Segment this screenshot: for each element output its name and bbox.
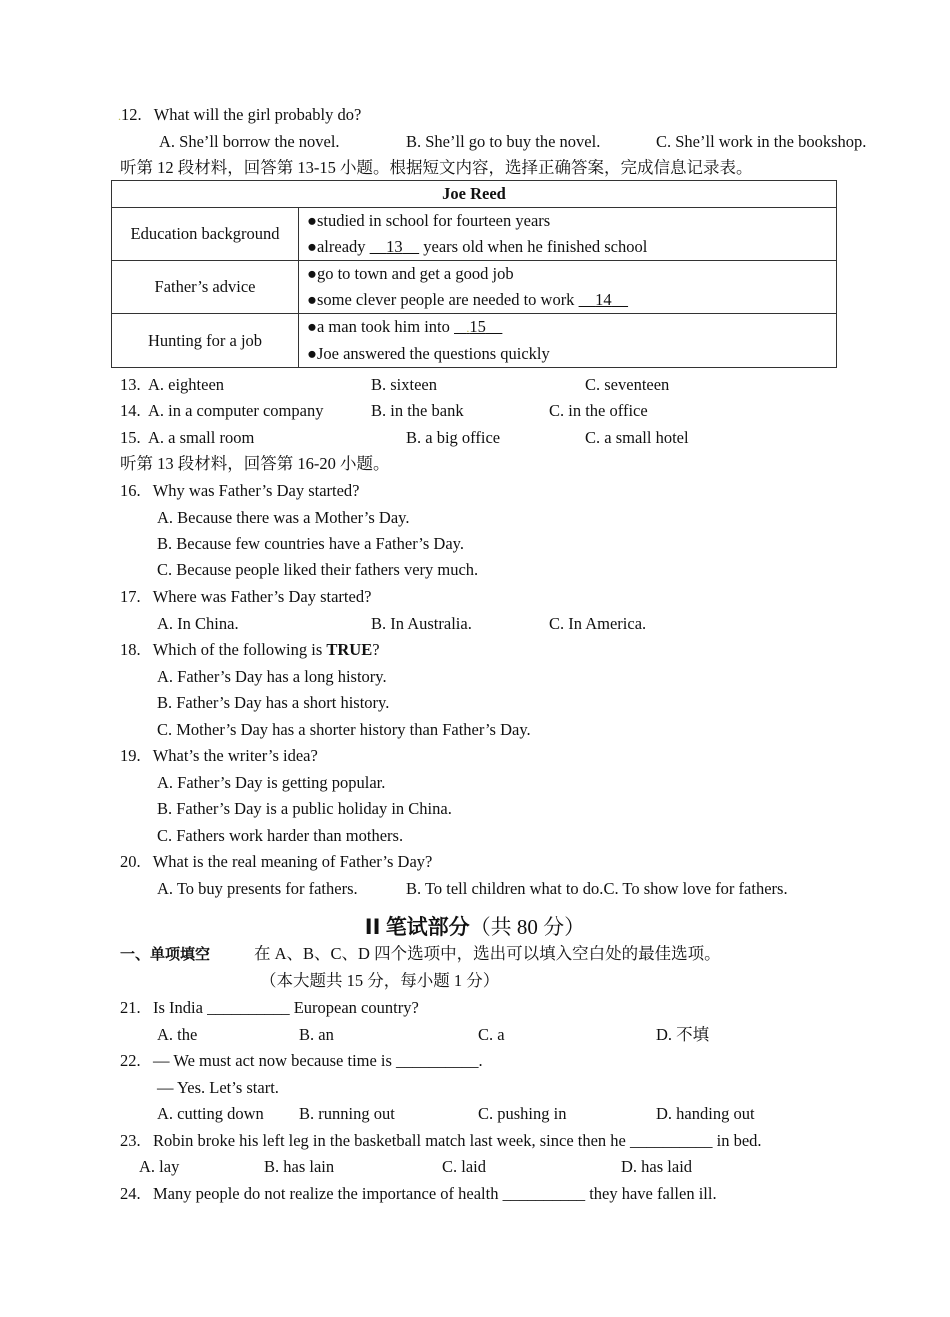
option-c: C. a small hotel — [585, 428, 689, 447]
table-row — [112, 314, 837, 368]
question-15: 15. A. a small room — [120, 428, 255, 447]
option-a: A. She’ll borrow the novel. — [159, 132, 340, 151]
option-b: B. Father’s Day has a short history. — [157, 693, 390, 712]
option-b: B. a big office — [406, 428, 501, 447]
dialog-line: — Yes. Let’s start. — [157, 1078, 279, 1097]
question-19: 19. What’s the writer’s idea? — [120, 746, 318, 765]
option-b: B. has lain — [264, 1157, 335, 1176]
option-c: C. Fathers work harder than mothers. — [157, 826, 404, 845]
question-20: 20. What is the real meaning of Father’s Day? — [120, 852, 433, 871]
option-c: C. In America. — [549, 614, 647, 633]
question-number: 12. — [121, 105, 142, 124]
question-16: 16. Why was Father’s Day started? — [120, 481, 360, 500]
option-b: B. in the bank — [371, 401, 464, 420]
section-instruction: 听第 12 段材料，回答第 13-15 小题。根据短文内容，选择正确答案，完成信息记录表。 — [120, 158, 753, 177]
option-b: B. sixteen — [371, 375, 437, 394]
option-a: A. cutting down — [157, 1104, 264, 1123]
row-label: Education background — [112, 208, 299, 261]
option-b: B. She’ll go to buy the novel. — [406, 132, 601, 151]
option-b: B. To tell children what to do.C. To show love for fathers. — [406, 879, 788, 898]
question-18: 18. Which of the following is TRUE? — [120, 640, 380, 659]
option-c: C. a — [478, 1025, 505, 1044]
option-d: D. handing out — [656, 1104, 755, 1123]
blank-14: 14 — [595, 290, 612, 309]
option-c: C. She’ll work in the bookshop. — [656, 132, 867, 151]
section-instruction: 听第 13 段材料，回答第 16-20 小题。 — [120, 454, 390, 473]
question-stem: What will the girl probably do? — [153, 105, 362, 124]
part-heading: II 笔试部分（共 80 分） — [364, 915, 586, 939]
option-c: C. Mother’s Day has a shorter history than Father’s Day. — [157, 720, 531, 739]
option-a: A. Father’s Day has a long history. — [157, 667, 387, 686]
row-label: Hunting for a job — [112, 314, 299, 368]
option-b: B. Because few countries have a Father’s Day. — [157, 534, 464, 553]
marker-dot: . — [118, 109, 121, 123]
option-b: B. Father’s Day is a public holiday in China. — [157, 799, 452, 818]
option-a: A. Father’s Day is getting popular. — [157, 773, 386, 792]
table-row — [112, 261, 837, 314]
option-a: A. lay — [139, 1157, 180, 1176]
table-row — [112, 208, 837, 261]
question-17: 17. Where was Father’s Day started? — [120, 587, 372, 606]
question-12 — [118, 105, 361, 126]
option-a: A. the — [157, 1025, 198, 1044]
option-b: B. In Australia. — [371, 614, 472, 633]
option-a: A. In China. — [157, 614, 239, 633]
row-content: ●a man took him into .15 ●Joe answered the questions quickly — [299, 314, 837, 368]
option-a: A. To buy presents for fathers. — [157, 879, 358, 898]
question-14: 14. A. in a computer company — [120, 401, 324, 420]
section-instruction: 在 A、B、C、D 四个选项中，选出可以填入空白处的最佳选项。 — [254, 944, 721, 963]
option-c: C. pushing in — [478, 1104, 567, 1123]
row-label: Father’s advice — [112, 261, 299, 314]
blank-15: .15 — [466, 317, 486, 336]
option-c: C. seventeen — [585, 375, 670, 394]
question-23: 23. Robin broke his left leg in the basketball match last week, since then he __________ in bed. — [120, 1131, 762, 1150]
option-c: C. Because people liked their fathers very much. — [157, 560, 479, 579]
section-title: 一、单项填空 — [120, 945, 211, 963]
row-content: ●studied in school for fourteen years ●already 13 years old when he finished school — [299, 208, 837, 261]
table-title: Joe Reed — [112, 181, 837, 208]
option-a: A. Because there was a Mother’s Day. — [157, 508, 410, 527]
info-record-table — [111, 180, 837, 368]
option-c: C. in the office — [549, 401, 648, 420]
option-d: D. 不填 — [656, 1025, 710, 1044]
question-21: 21. Is India __________ European country? — [120, 998, 419, 1017]
option-b: B. running out — [299, 1104, 395, 1123]
row-content: ●go to town and get a good job ●some clever people are needed to work 14 — [299, 261, 837, 314]
section-note: （本大题共 15 分，每小题 1 分） — [260, 971, 500, 990]
question-13: 13. A. eighteen — [120, 375, 225, 394]
option-d: D. has laid — [621, 1157, 693, 1176]
option-c: C. laid — [442, 1157, 486, 1176]
question-22: 22. — We must act now because time is __________. — [120, 1051, 483, 1070]
question-24: 24. Many people do not realize the importance of health __________ they have fallen ill. — [120, 1184, 717, 1203]
option-b: B. an — [299, 1025, 334, 1044]
blank-13: 13 — [386, 237, 403, 256]
